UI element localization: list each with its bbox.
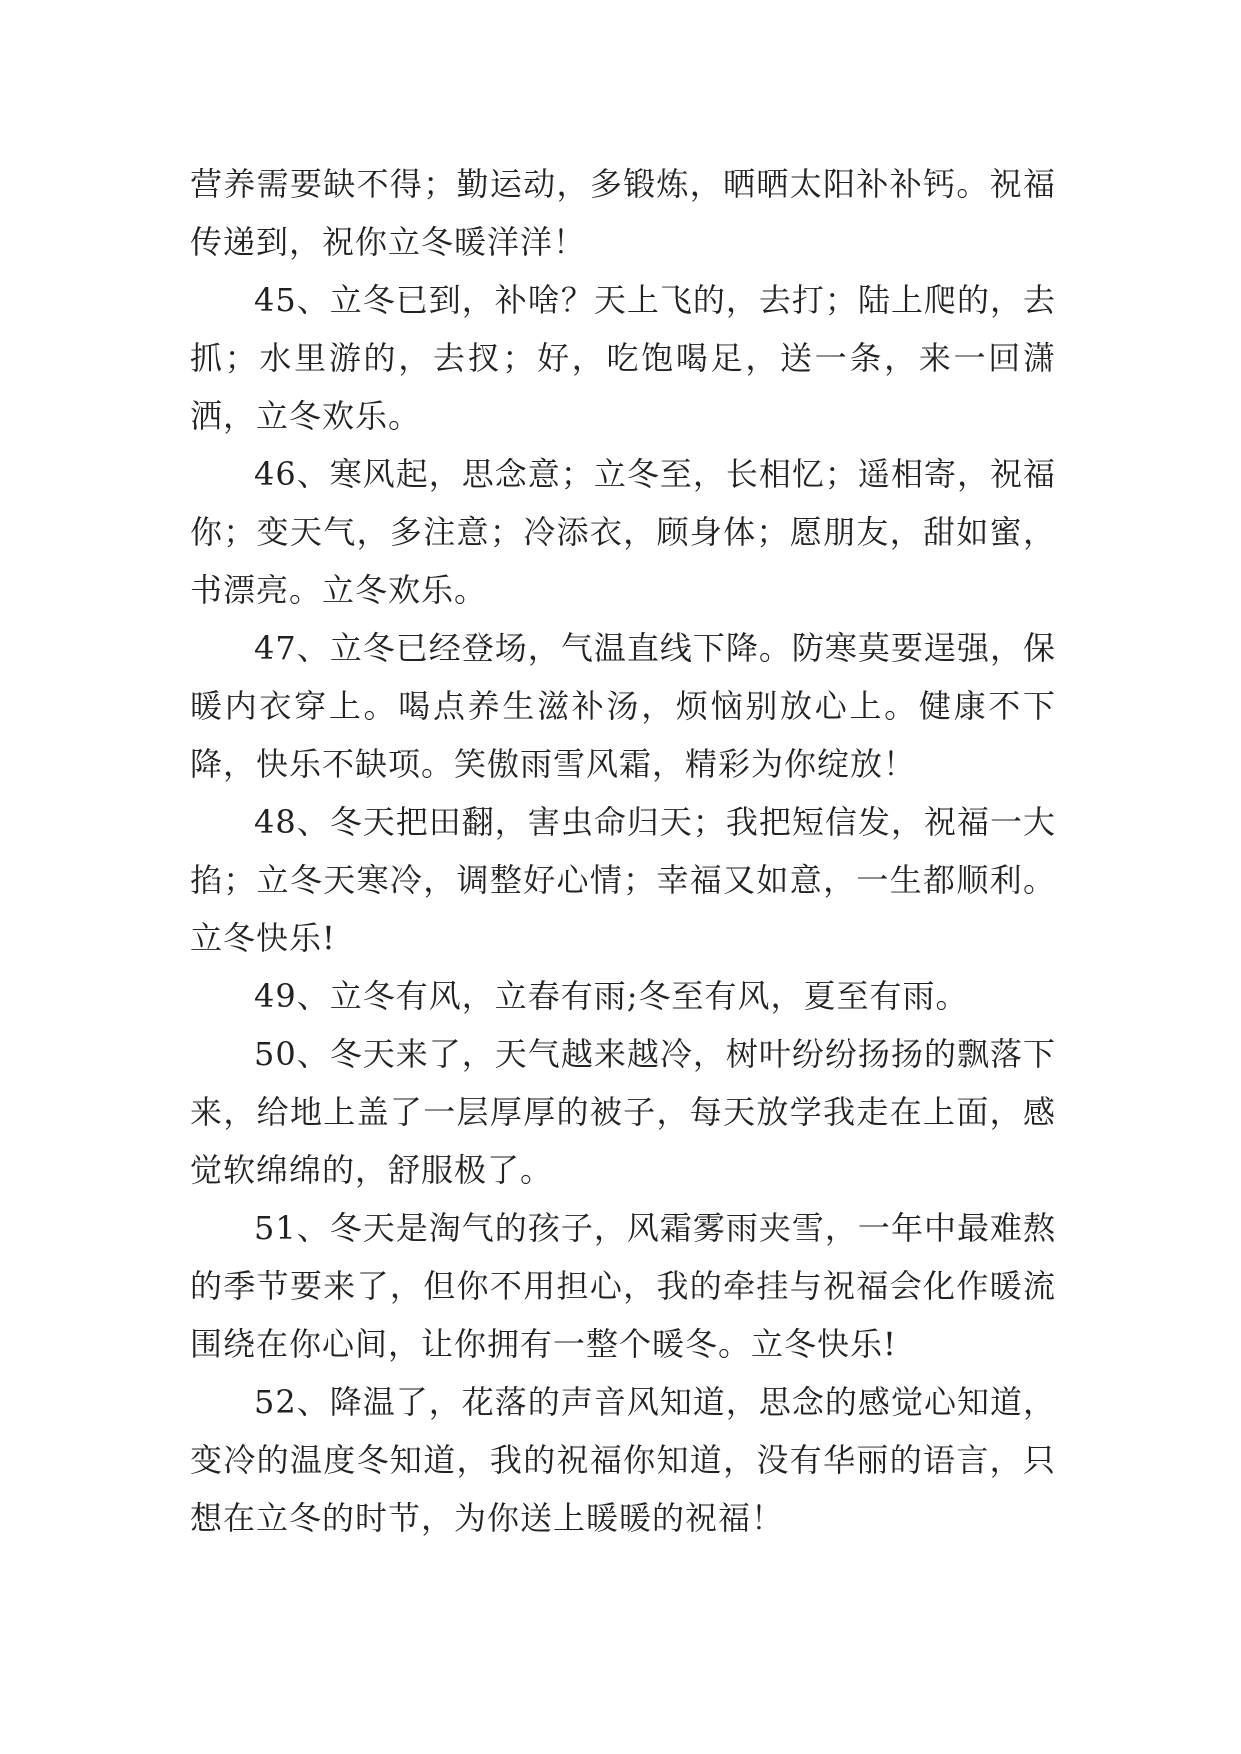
paragraph-51: 51、冬天是淘气的孩子，风霜雾雨夹雪，一年中最难熬的季节要来了，但你不用担心，我的牵挂与祝福会化作暖流围绕在你心间，让你拥有一整个暖冬。立冬快乐! [190, 1209, 1056, 1363]
paragraph-46: 46、寒风起，思念意；立冬至，长相忆；遥相寄，祝福你；变天气，多注意；冷添衣，顾身体；愿朋友，甜如蜜，书漂亮。立冬欢乐。 [190, 455, 1056, 609]
paragraph-48: 48、冬天把田翻，害虫命归天；我把短信发，祝福一大掐；立冬天寒冷，调整好心情；幸福又如意，一生都顺利。立冬快乐! [190, 803, 1056, 957]
paragraph-52: 52、降温了，花落的声音风知道，思念的感觉心知道，变冷的温度冬知道，我的祝福你知道，没有华丽的语言，只想在立冬的时节，为你送上暖暖的祝福！ [190, 1383, 1056, 1537]
paragraph-continuation: 营养需要缺不得；勤运动，多锻炼，晒晒太阳补补钙。祝福传递到，祝你立冬暖洋洋！ [190, 165, 1056, 261]
paragraph-47: 47、立冬已经登场，气温直线下降。防寒莫要逞强，保暖内衣穿上。喝点养生滋补汤，烦恼别放心上。健康不下降，快乐不缺项。笑傲雨雪风霜，精彩为你绽放！ [190, 629, 1056, 783]
paragraph-45: 45、立冬已到，补啥？天上飞的，去打；陆上爬的，去抓；水里游的，去扠；好，吃饱喝足，送一条，来一回潇洒，立冬欢乐。 [190, 281, 1056, 435]
paragraph-49: 49、立冬有风，立春有雨;冬至有风，夏至有雨。 [254, 977, 969, 1015]
document-body [190, 155, 1056, 1547]
paragraph-50: 50、冬天来了，天气越来越冷，树叶纷纷扬扬的飘落下来，给地上盖了一层厚厚的被子，每天放学我走在上面，感觉软绵绵的，舒服极了。 [190, 1035, 1056, 1189]
